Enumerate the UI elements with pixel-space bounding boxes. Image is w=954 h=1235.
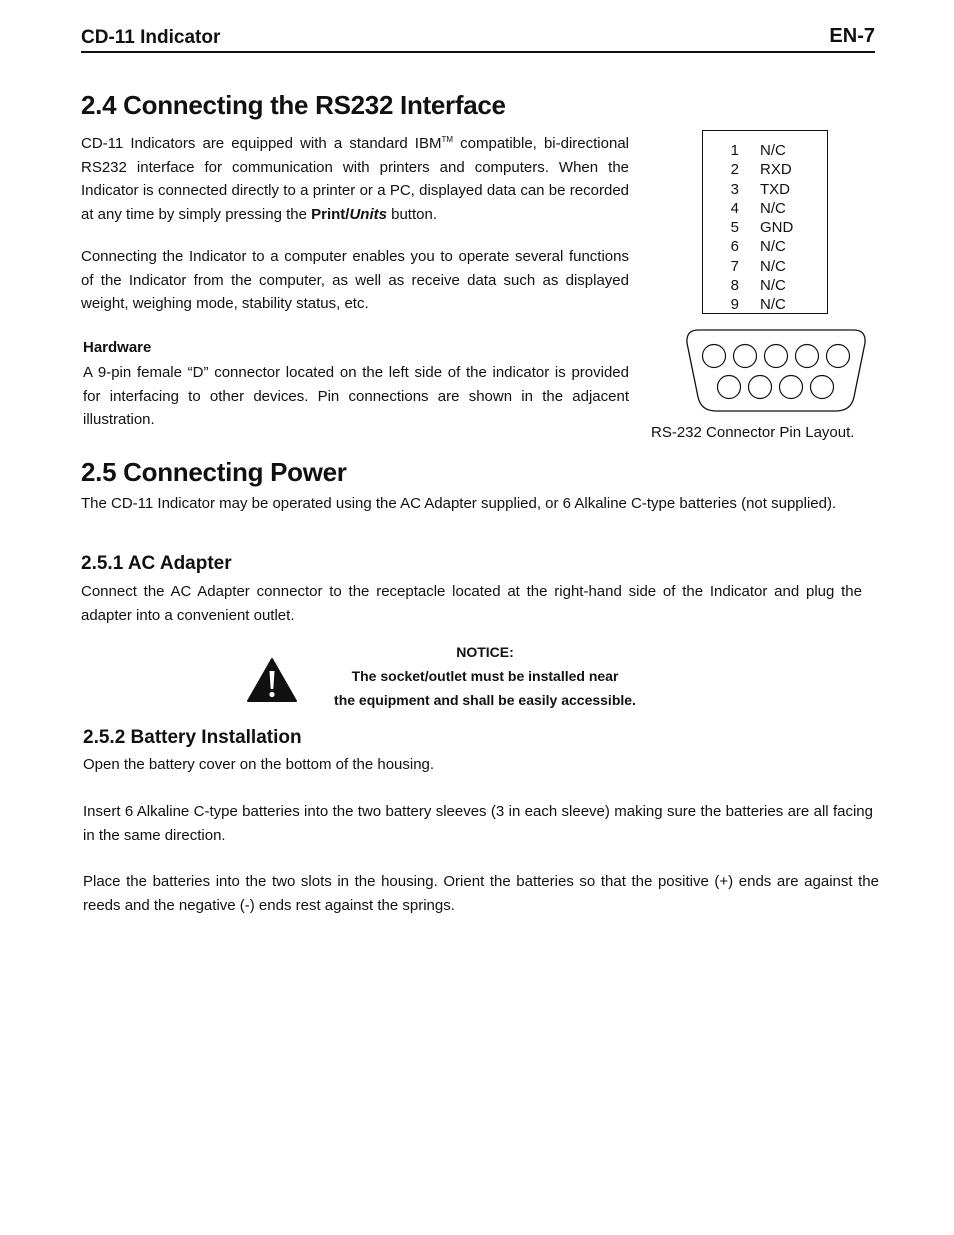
section-2-5-2-paragraph-3: Place the batteries into the two slots in the housing. Orient the batteries so that the positive (+) ends are against the reeds and the negative (-) ends rest against the springs. [83, 873, 879, 914]
pin-row [703, 160, 827, 179]
pin-signal: RXD [760, 161, 792, 179]
pin-row [703, 218, 827, 237]
notice-line-2: the equipment and shall be easily accessible. [334, 692, 636, 708]
connector-shell [687, 330, 865, 411]
section-2-5-paragraph: The CD-11 Indicator may be operated using the AC Adapter supplied, or 6 Alkaline C-type batteries (not supplied). [81, 495, 837, 512]
pin-row [703, 257, 827, 276]
warning-icon [246, 657, 298, 703]
pin-row [703, 295, 827, 314]
pin-signal: N/C [760, 238, 786, 256]
pin-signal: TXD [760, 180, 790, 198]
paragraph-text: compatible, bi-directional RS232 interface for communication with printers and computers. When the Indicator is connected directly to a printer or a PC, displayed data can be recorded at any time by simply pressing the [81, 135, 629, 223]
pin-number: 7 [730, 257, 739, 275]
hardware-subtitle: Hardware [83, 339, 152, 356]
pin-signal: N/C [760, 142, 786, 159]
section-2-4-title: 2.4 Connecting the RS232 Interface [81, 90, 506, 120]
pin-4-hole [796, 345, 819, 368]
pin-table [702, 130, 828, 314]
pin-number: 4 [730, 199, 739, 217]
connector-pins-bottom-row [718, 376, 834, 399]
print-units-button-label: Print/Units [311, 205, 387, 223]
pin-number: 8 [730, 277, 739, 295]
section-2-5-1-paragraph: Connect the AC Adapter connector to the receptacle located at the right-hand side of the Indicator and plug the adapter into a convenient outlet. [81, 583, 862, 624]
pin-row [703, 180, 827, 199]
pin-3-hole [765, 345, 788, 368]
section-2-5-2-paragraph-2: Insert 6 Alkaline C-type batteries into the two battery sleeves (3 in each sleeve) making sure the batteries are all facing in the same direction. [83, 803, 873, 844]
pin-signal: N/C [760, 296, 786, 314]
pin-number: 9 [730, 296, 739, 314]
section-2-5-title: 2.5 Connecting Power [81, 457, 347, 487]
pin-1-hole [703, 345, 726, 368]
pin-9-hole [811, 376, 834, 399]
pin-signal: GND [760, 219, 794, 237]
notice-heading: NOTICE: [456, 644, 514, 660]
pin-number: 1 [730, 142, 739, 159]
pin-row [703, 237, 827, 256]
hardware-paragraph: A 9-pin female “D” connector located on the left side of the indicator is provided for interfacing to other devices. Pin connections are shown in the adjacent illustration. [83, 364, 629, 428]
connector-pins-top-row [703, 345, 850, 368]
page-number: EN-7 [829, 25, 875, 47]
pin-row [703, 199, 827, 218]
section-2-5-1-title: 2.5.1 AC Adapter [81, 553, 232, 574]
pin-6-hole [718, 376, 741, 399]
pin-number: 3 [730, 180, 739, 198]
section-2-5-2-title: 2.5.2 Battery Installation [83, 727, 302, 748]
trademark-superscript: TM [441, 135, 454, 144]
pin-signal: N/C [760, 199, 786, 217]
pin-signal: N/C [760, 257, 786, 275]
notice-box [300, 640, 670, 712]
pin-number: 5 [730, 219, 739, 237]
section-2-4-paragraph-1 [81, 128, 629, 226]
pin-row [703, 276, 827, 295]
section-2-5-2-paragraph-1: Open the battery cover on the bottom of the housing. [83, 756, 435, 773]
pin-signal: N/C [760, 277, 786, 295]
notice-line-1: The socket/outlet must be installed near [351, 668, 619, 684]
section-2-4-paragraph-2: Connecting the Indicator to a computer enables you to operate several functions of the Indicator from the computer, as well as receive data such as displayed weight, weighing mode, stability status, etc. [81, 248, 629, 312]
header-rule [81, 51, 875, 53]
connector-caption: RS-232 Connector Pin Layout. [651, 424, 855, 441]
pin-8-hole [780, 376, 803, 399]
db9-connector-diagram [684, 327, 868, 415]
pin-2-hole [734, 345, 757, 368]
pin-number: 6 [730, 238, 739, 256]
pin-number: 2 [730, 161, 739, 179]
pin-row [703, 141, 827, 160]
running-header-title: CD-11 Indicator [81, 27, 221, 48]
paragraph-text: button. [386, 205, 437, 223]
paragraph-text: CD-11 Indicators are equipped with a standard IBM [81, 135, 442, 152]
pin-7-hole [749, 376, 772, 399]
pin-5-hole [827, 345, 850, 368]
